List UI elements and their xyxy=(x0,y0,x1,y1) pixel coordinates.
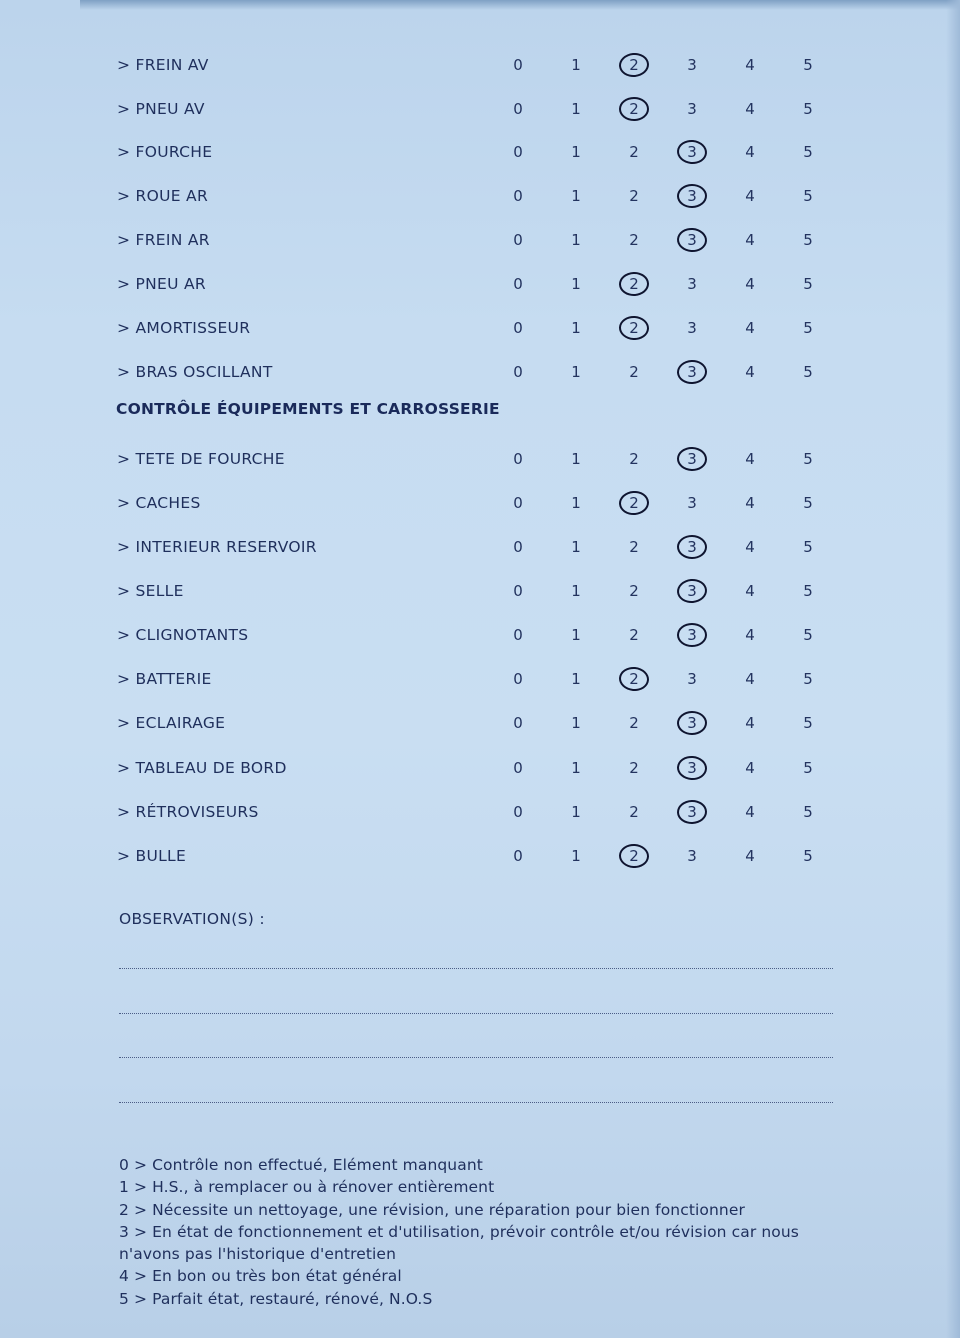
inspection-row xyxy=(0,227,960,257)
score-option[interactable]: 5 xyxy=(803,450,813,468)
selected-score-circle xyxy=(677,623,707,647)
score-option[interactable]: 5 xyxy=(803,363,813,381)
score-option[interactable]: 0 xyxy=(513,187,523,205)
score-option[interactable]: 1 xyxy=(571,714,581,732)
inspection-row xyxy=(0,183,960,213)
score-option[interactable]: 1 xyxy=(571,494,581,512)
score-option[interactable]: 1 xyxy=(571,231,581,249)
inspection-row xyxy=(0,843,960,873)
score-option[interactable]: 2 xyxy=(629,582,639,600)
inspection-row xyxy=(0,755,960,785)
legend-line: 1 > H.S., à remplacer ou à rénover entièrement xyxy=(119,1178,495,1197)
score-option[interactable]: 5 xyxy=(803,670,813,688)
score-option[interactable]: 2 xyxy=(629,275,639,293)
score-option[interactable]: 5 xyxy=(803,538,813,556)
score-option[interactable]: 2 xyxy=(629,363,639,381)
score-option[interactable]: 4 xyxy=(745,759,755,777)
score-option[interactable]: 4 xyxy=(745,231,755,249)
selected-score-circle xyxy=(676,139,708,166)
inspection-row xyxy=(0,666,960,696)
inspection-row xyxy=(0,139,960,169)
score-option[interactable]: 0 xyxy=(513,670,523,688)
score-option[interactable]: 1 xyxy=(571,582,581,600)
score-option[interactable]: 1 xyxy=(571,187,581,205)
score-option[interactable]: 5 xyxy=(803,319,813,337)
score-option[interactable]: 4 xyxy=(745,143,755,161)
score-option[interactable]: 2 xyxy=(629,847,639,865)
score-option[interactable]: 0 xyxy=(513,626,523,644)
score-option[interactable]: 5 xyxy=(803,494,813,512)
score-option[interactable]: 3 xyxy=(687,143,697,161)
score-option[interactable]: 4 xyxy=(745,626,755,644)
score-option[interactable]: 1 xyxy=(571,363,581,381)
score-option[interactable]: 2 xyxy=(629,494,639,512)
score-option[interactable]: 0 xyxy=(513,143,523,161)
inspection-row xyxy=(0,799,960,829)
score-option[interactable]: 5 xyxy=(803,714,813,732)
score-option[interactable]: 4 xyxy=(745,56,755,74)
score-option[interactable]: 2 xyxy=(629,231,639,249)
score-option[interactable]: 2 xyxy=(629,450,639,468)
score-option[interactable]: 1 xyxy=(571,56,581,74)
score-option[interactable]: 4 xyxy=(745,538,755,556)
score-option[interactable]: 3 xyxy=(687,714,697,732)
score-option[interactable]: 4 xyxy=(745,714,755,732)
score-option[interactable]: 5 xyxy=(803,275,813,293)
inspection-item-label: > PNEU AR xyxy=(117,275,206,293)
score-option[interactable]: 2 xyxy=(629,143,639,161)
score-option[interactable]: 1 xyxy=(571,319,581,337)
score-option[interactable]: 5 xyxy=(803,231,813,249)
score-option[interactable]: 3 xyxy=(687,803,697,821)
score-option[interactable]: 2 xyxy=(629,714,639,732)
inspection-row xyxy=(0,315,960,345)
score-option[interactable]: 1 xyxy=(571,450,581,468)
score-option[interactable]: 4 xyxy=(745,494,755,512)
paper-edge-top xyxy=(80,0,960,10)
inspection-item-label: > PNEU AV xyxy=(117,100,205,118)
legend-line: 5 > Parfait état, restauré, rénové, N.O.S xyxy=(119,1289,433,1308)
score-option[interactable]: 2 xyxy=(629,626,639,644)
score-option[interactable]: 0 xyxy=(513,582,523,600)
inspection-item-label: > ECLAIRAGE xyxy=(117,714,226,732)
inspection-item-label: > TABLEAU DE BORD xyxy=(117,759,287,777)
inspection-item-label: > RÉTROVISEURS xyxy=(117,803,259,821)
score-option[interactable]: 4 xyxy=(745,100,755,118)
score-option[interactable]: 0 xyxy=(513,759,523,777)
selected-score-circle xyxy=(677,535,707,560)
score-option[interactable]: 1 xyxy=(571,626,581,644)
score-option[interactable]: 5 xyxy=(803,803,813,821)
selected-score-circle xyxy=(677,799,708,824)
selected-score-circle xyxy=(619,271,650,296)
legend-line: 2 > Nécessite un nettoyage, une révision, une réparation pour bien fonctionner xyxy=(119,1200,745,1219)
score-option[interactable]: 0 xyxy=(513,275,523,293)
score-option[interactable]: 4 xyxy=(745,363,755,381)
inspection-item-label: > CLIGNOTANTS xyxy=(117,626,249,644)
score-option[interactable]: 4 xyxy=(745,319,755,337)
score-option[interactable]: 4 xyxy=(745,803,755,821)
score-option[interactable]: 3 xyxy=(687,231,697,249)
score-option[interactable]: 2 xyxy=(629,538,639,556)
score-option[interactable]: 1 xyxy=(571,275,581,293)
score-option[interactable]: 0 xyxy=(513,319,523,337)
score-option[interactable]: 4 xyxy=(745,275,755,293)
score-option[interactable]: 4 xyxy=(745,847,755,865)
score-option[interactable]: 0 xyxy=(513,56,523,74)
score-option[interactable]: 0 xyxy=(513,538,523,556)
score-option[interactable]: 2 xyxy=(629,319,639,337)
observation-line[interactable] xyxy=(119,1102,833,1103)
inspection-item-label: > CACHES xyxy=(117,494,201,512)
inspection-row xyxy=(0,446,960,476)
score-option[interactable]: 4 xyxy=(745,582,755,600)
inspection-item-label: > ROUE AR xyxy=(117,187,209,205)
selected-score-circle xyxy=(618,490,650,516)
score-option[interactable]: 2 xyxy=(629,187,639,205)
score-option[interactable]: 1 xyxy=(571,803,581,821)
score-option[interactable]: 3 xyxy=(687,319,697,337)
score-option[interactable]: 4 xyxy=(745,670,755,688)
observation-line[interactable] xyxy=(119,968,833,969)
observations-label: OBSERVATION(S) : xyxy=(119,910,265,928)
selected-score-circle xyxy=(618,52,650,79)
inspection-item-label: > BRAS OSCILLANT xyxy=(117,363,273,381)
score-option[interactable]: 0 xyxy=(513,231,523,249)
inspection-item-label: > BULLE xyxy=(117,847,187,865)
score-option[interactable]: 2 xyxy=(629,803,639,821)
selected-score-circle xyxy=(676,578,708,605)
selected-score-circle xyxy=(677,184,707,209)
selected-score-circle xyxy=(677,446,708,471)
score-option[interactable]: 0 xyxy=(513,494,523,512)
selected-score-circle xyxy=(676,359,707,385)
score-option[interactable]: 4 xyxy=(745,187,755,205)
score-option[interactable]: 3 xyxy=(687,56,697,74)
inspection-item-label: > SELLE xyxy=(117,582,184,600)
selected-score-circle xyxy=(618,666,650,693)
score-option[interactable]: 5 xyxy=(803,582,813,600)
inspection-item-label: > FOURCHE xyxy=(117,143,213,161)
score-option[interactable]: 5 xyxy=(803,847,813,865)
score-option[interactable]: 1 xyxy=(571,143,581,161)
score-option[interactable]: 4 xyxy=(745,450,755,468)
selected-score-circle xyxy=(677,711,707,736)
score-option[interactable]: 0 xyxy=(513,714,523,732)
score-option[interactable]: 2 xyxy=(629,56,639,74)
score-option[interactable]: 3 xyxy=(687,450,697,468)
score-option[interactable]: 3 xyxy=(687,582,697,600)
score-option[interactable]: 1 xyxy=(571,100,581,118)
selected-score-circle xyxy=(676,227,708,253)
inspection-row xyxy=(0,622,960,652)
inspection-row xyxy=(0,359,960,389)
score-option[interactable]: 5 xyxy=(803,56,813,74)
score-option[interactable]: 3 xyxy=(687,538,697,556)
score-option[interactable]: 5 xyxy=(803,187,813,205)
inspection-item-label: > FREIN AV xyxy=(117,56,209,74)
inspection-item-label: > INTERIEUR RESERVOIR xyxy=(117,538,317,556)
observation-line[interactable] xyxy=(119,1013,833,1014)
inspection-row xyxy=(0,710,960,740)
score-option[interactable]: 3 xyxy=(687,100,697,118)
section-title-equipements: CONTRÔLE ÉQUIPEMENTS ET CARROSSERIE xyxy=(116,400,500,418)
score-option[interactable]: 2 xyxy=(629,759,639,777)
rating-legend xyxy=(119,1154,839,1310)
score-option[interactable]: 0 xyxy=(513,803,523,821)
selected-score-circle xyxy=(619,97,649,121)
score-option[interactable]: 3 xyxy=(687,670,697,688)
inspection-row xyxy=(0,52,960,82)
score-option[interactable]: 5 xyxy=(803,143,813,161)
score-option[interactable]: 5 xyxy=(803,759,813,777)
score-option[interactable]: 0 xyxy=(513,363,523,381)
score-option[interactable]: 2 xyxy=(629,100,639,118)
score-option[interactable]: 3 xyxy=(687,847,697,865)
legend-line: 0 > Contrôle non effectué, Elément manquant xyxy=(119,1156,483,1174)
score-option[interactable]: 5 xyxy=(803,626,813,644)
score-option[interactable]: 1 xyxy=(571,847,581,865)
score-option[interactable]: 1 xyxy=(571,759,581,777)
score-option[interactable]: 3 xyxy=(687,759,697,777)
inspection-row xyxy=(0,490,960,520)
score-option[interactable]: 3 xyxy=(687,187,697,205)
inspection-item-label: > TETE DE FOURCHE xyxy=(117,450,285,468)
score-option[interactable]: 0 xyxy=(513,100,523,118)
score-option[interactable]: 1 xyxy=(571,538,581,556)
score-option[interactable]: 1 xyxy=(571,670,581,688)
inspection-item-label: > AMORTISSEUR xyxy=(117,319,251,337)
inspection-row xyxy=(0,534,960,564)
legend-line: 3 > En état de fonctionnement et d'utilisation, prévoir contrôle et/ou révision car nous xyxy=(119,1222,799,1241)
score-option[interactable]: 2 xyxy=(629,670,639,688)
score-option[interactable]: 3 xyxy=(687,494,697,512)
score-option[interactable]: 3 xyxy=(687,275,697,293)
inspection-row xyxy=(0,578,960,608)
inspection-row xyxy=(0,271,960,301)
score-option[interactable]: 3 xyxy=(687,363,697,381)
score-option[interactable]: 5 xyxy=(803,100,813,118)
inspection-item-label: > BATTERIE xyxy=(117,670,212,688)
legend-line: 4 > En bon ou très bon état général xyxy=(119,1267,402,1286)
selected-score-circle xyxy=(676,755,708,781)
score-option[interactable]: 3 xyxy=(687,626,697,644)
score-option[interactable]: 0 xyxy=(513,450,523,468)
inspection-item-label: > FREIN AR xyxy=(117,231,210,249)
inspection-row xyxy=(0,96,960,126)
score-option[interactable]: 0 xyxy=(513,847,523,865)
legend-line: n'avons pas l'historique d'entretien xyxy=(119,1245,396,1264)
observation-line[interactable] xyxy=(119,1057,833,1058)
